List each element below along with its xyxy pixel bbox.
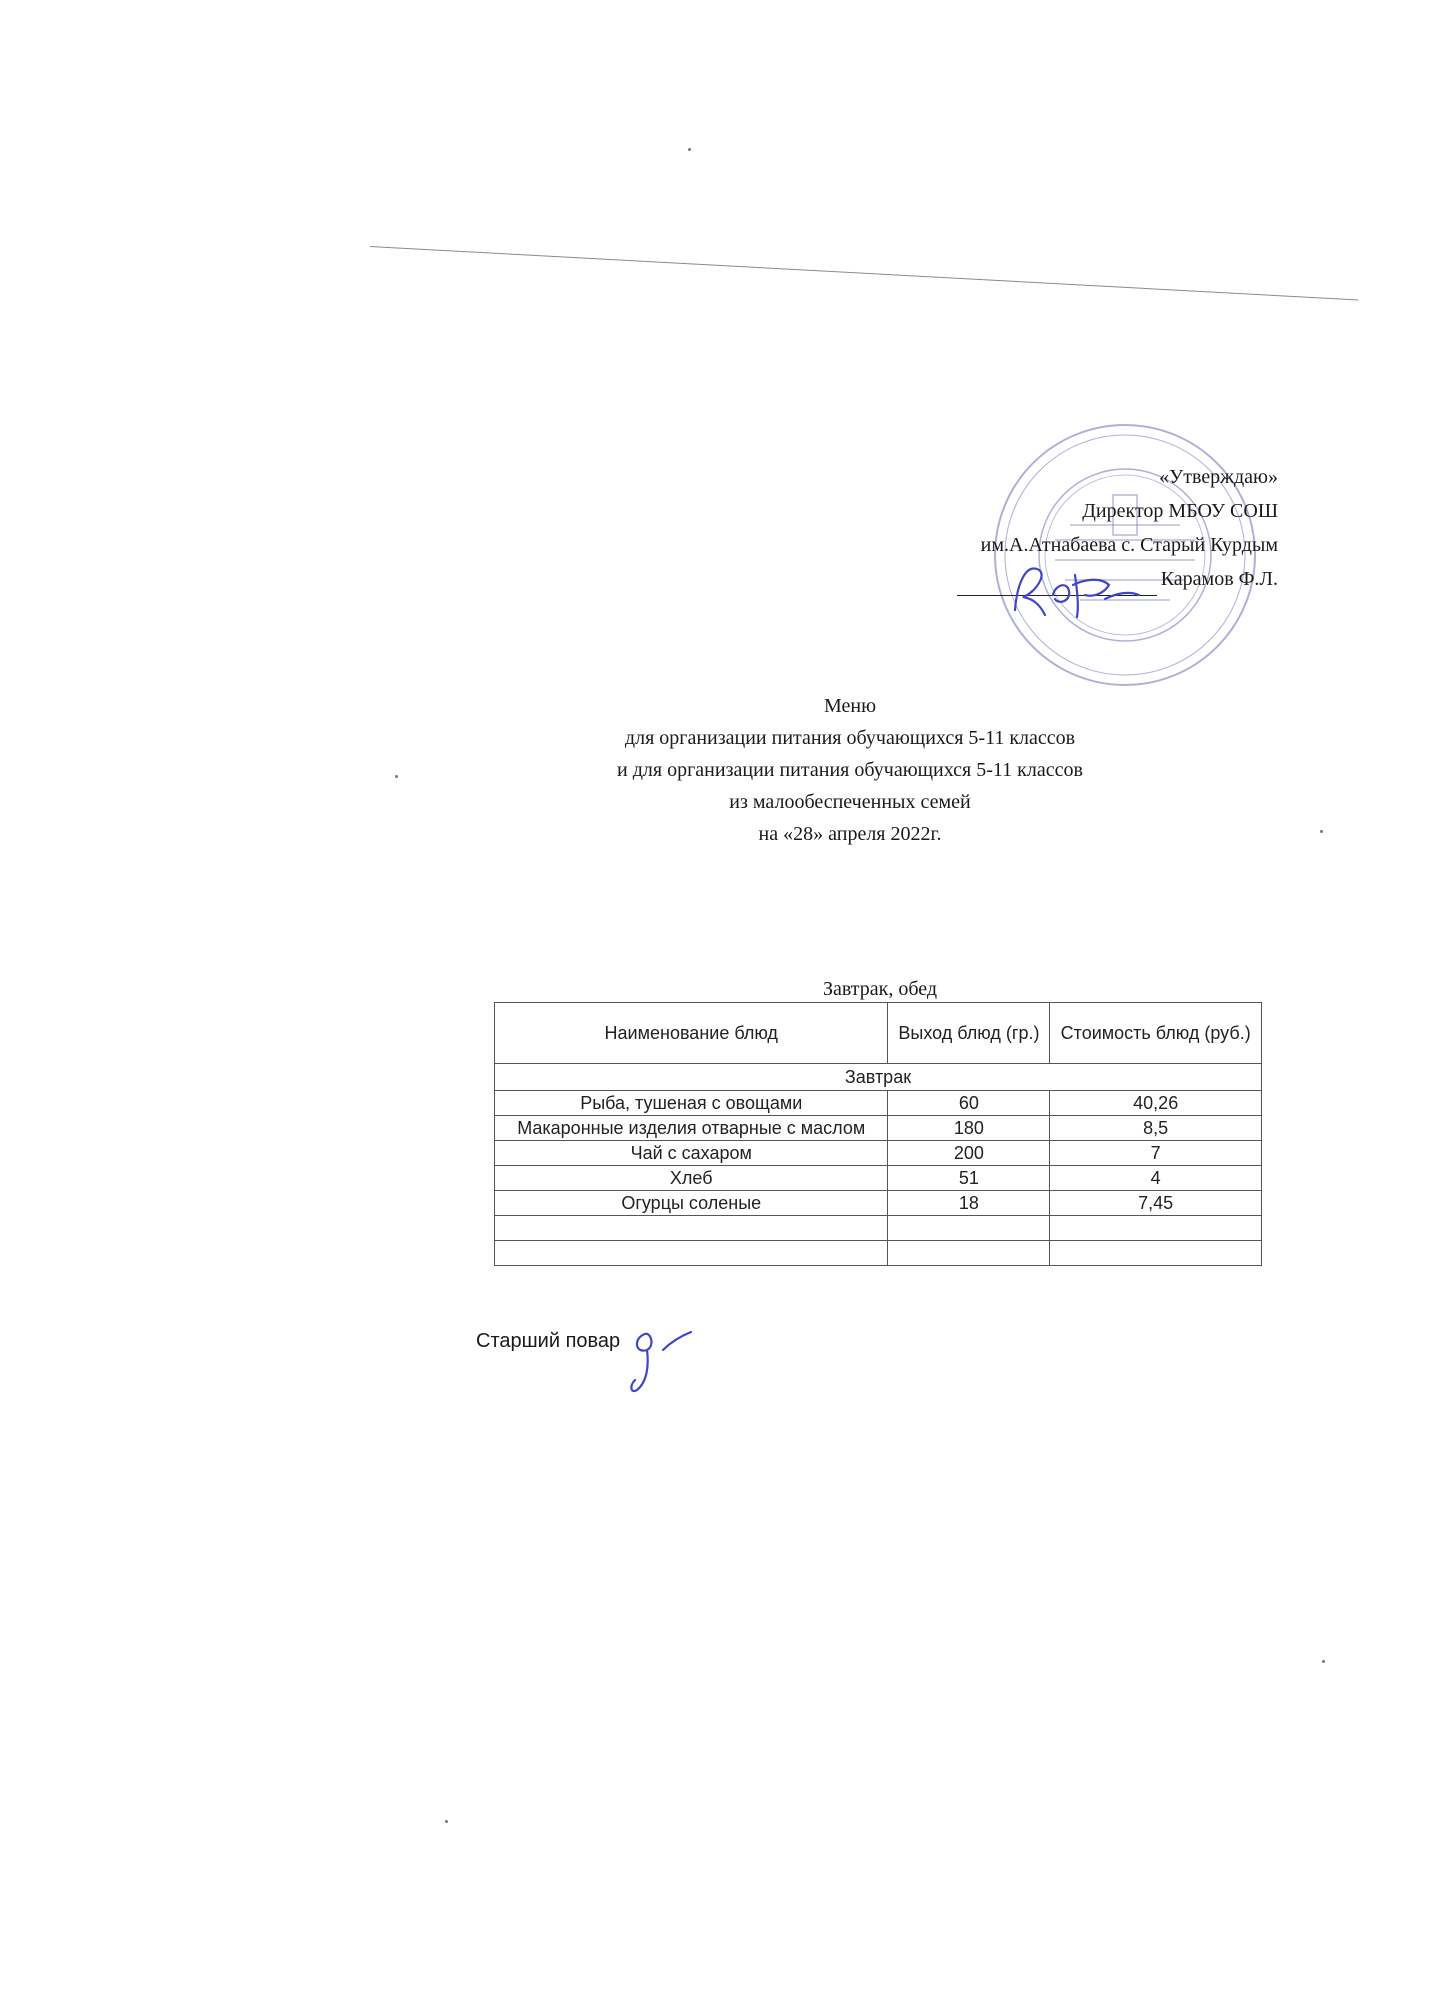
scan-speck [395, 775, 398, 778]
menu-subtitle-line: для организации питания обучающихся 5-11 классов [624, 727, 1076, 749]
header-cost: Стоимость блюд (руб.) [1050, 1003, 1262, 1064]
menu-subtitle-line: из малообеспеченных семей [729, 791, 971, 813]
header-dish-name: Наименование блюд [495, 1003, 888, 1064]
empty-cell [888, 1216, 1050, 1241]
empty-cell [1050, 1216, 1262, 1241]
scan-speck [1322, 1660, 1325, 1663]
section-label: Завтрак [495, 1064, 1262, 1091]
director-name: Карамов Ф.Л. [1160, 568, 1278, 590]
scan-speck [688, 148, 691, 151]
dish-name: Рыба, тушеная с овощами [495, 1091, 888, 1116]
empty-cell [1050, 1241, 1262, 1266]
dish-name: Огурцы соленые [495, 1191, 888, 1216]
scan-speck [445, 1820, 448, 1823]
table-row [495, 1191, 1262, 1216]
dish-cost: 7 [1050, 1141, 1262, 1166]
approval-block [758, 460, 1278, 596]
director-position: Директор МБОУ СОШ [1082, 500, 1278, 522]
dish-output: 200 [888, 1141, 1050, 1166]
empty-row [495, 1216, 1262, 1241]
scan-speck [1320, 830, 1323, 833]
menu-title: Меню [823, 695, 877, 717]
dish-cost: 8,5 [1050, 1116, 1262, 1141]
dish-cost: 7,45 [1050, 1191, 1262, 1216]
empty-cell [495, 1241, 888, 1266]
dish-output: 18 [888, 1191, 1050, 1216]
empty-cell [495, 1216, 888, 1241]
dish-output: 51 [888, 1166, 1050, 1191]
menu-date: на «28» апреля 2022г. [758, 823, 942, 845]
table-row [495, 1091, 1262, 1116]
table-row [495, 1166, 1262, 1191]
table-row [495, 1141, 1262, 1166]
school-name: им.А.Атнабаева с. Старый Курдым [980, 534, 1278, 556]
signature-line [957, 575, 1157, 596]
director-signature-row [758, 562, 1278, 596]
table-caption: Завтрак, обед [822, 978, 938, 1000]
dish-name: Хлеб [495, 1166, 888, 1191]
header-output: Выход блюд (гр.) [888, 1003, 1050, 1064]
empty-cell [888, 1241, 1050, 1266]
approval-heading: «Утверждаю» [1159, 466, 1278, 488]
dish-name: Макаронные изделия отварные с маслом [495, 1116, 888, 1141]
dish-name: Чай с сахаром [495, 1141, 888, 1166]
table-header-row [495, 1003, 1262, 1064]
section-row [495, 1064, 1262, 1091]
dish-output: 180 [888, 1116, 1050, 1141]
cook-label: Старший повар [476, 1330, 621, 1352]
table-row [495, 1116, 1262, 1141]
menu-table [494, 1002, 1262, 1266]
menu-title-block [560, 690, 1140, 850]
empty-row [495, 1241, 1262, 1266]
dish-cost: 40,26 [1050, 1091, 1262, 1116]
menu-subtitle-line: и для организации питания обучающихся 5-11 классов [617, 759, 1083, 781]
dish-output: 60 [888, 1091, 1050, 1116]
dish-cost: 4 [1050, 1166, 1262, 1191]
scan-border-line [370, 246, 1359, 301]
cook-signature [625, 1320, 705, 1400]
